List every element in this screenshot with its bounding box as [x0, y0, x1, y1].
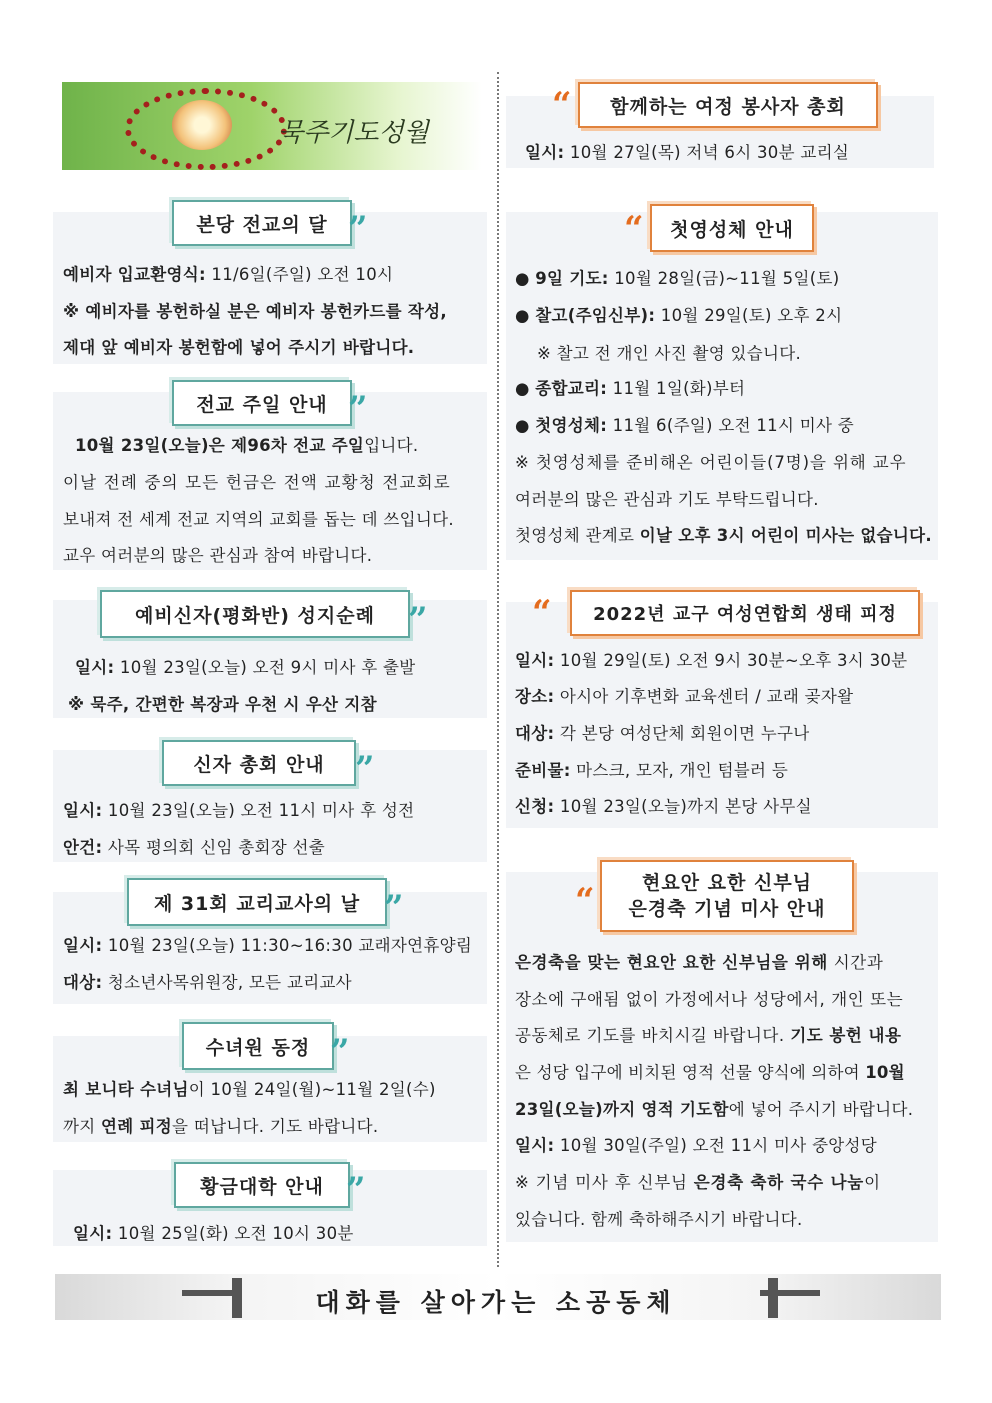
quote-icon: “ — [532, 593, 552, 633]
section-title: 첫영성체 안내 — [650, 204, 814, 252]
quote-icon: ” — [348, 209, 368, 249]
text-line: 신청: 10월 23일(오늘)까지 본당 사무실 — [515, 797, 812, 816]
text-line: ※ 묵주, 간편한 복장과 우천 시 우산 지참 — [68, 695, 377, 714]
text-line: 까지 연례 피정을 떠납니다. 기도 바랍니다. — [63, 1117, 379, 1136]
text-line: 대상: 청소년사목위원장, 모든 교리교사 — [63, 973, 352, 992]
text-line: 준비물: 마스크, 모자, 개인 텀블러 등 — [515, 761, 789, 780]
text-line: 일시: 10월 27일(목) 저녁 6시 30분 교리실 — [525, 143, 850, 162]
section-title: 제 31회 교리교사의 날 — [127, 878, 387, 926]
text-line: 최 보니타 수녀님이 10월 24일(월)~11월 2일(수) — [63, 1080, 436, 1099]
list-item: ● 9일 기도: 10월 28일(금)~11월 5일(토) — [515, 269, 840, 288]
text-line: 은 성당 입구에 비치된 영적 선물 양식에 의하여 10월 — [515, 1063, 905, 1082]
section-title: 본당 전교의 달 — [172, 200, 352, 246]
text-line: 장소: 아시아 기후변화 교육센터 / 교래 곶자왈 — [515, 687, 854, 706]
text-line: 첫영성체 관계로 이날 오후 3시 어린이 미사는 없습니다. — [515, 526, 932, 545]
section-title: 황금대학 안내 — [174, 1162, 350, 1208]
text-line: 대상: 각 본당 여성단체 회원이면 누구나 — [515, 724, 810, 743]
section-title: 수녀원 동정 — [182, 1022, 334, 1070]
text-line: 일시: 10월 23일(오늘) 11:30~16:30 교래자연휴양림 — [63, 936, 473, 955]
list-item: ● 찰고(주임신부): 10월 29일(토) 오후 2시 — [515, 306, 843, 325]
text-line: ※ 첫영성체를 준비해온 어린이들(7명)을 위해 교우 — [515, 453, 907, 472]
section-title-line1: 현요안 요한 신부님 — [641, 872, 813, 894]
section-title: 함께하는 여정 봉사자 총회 — [578, 82, 878, 128]
text-line: 10월 23일(오늘)은 제96차 전교 주일입니다. — [75, 436, 419, 455]
quote-icon: ” — [384, 888, 404, 928]
candle-image — [172, 100, 232, 150]
section-title: 전교 주일 안내 — [172, 380, 352, 426]
text-line: 안건: 사목 평의회 신임 총회장 선출 — [63, 838, 325, 857]
footer-slogan: 대화를 살아가는 소공동체 — [315, 1288, 677, 1317]
quote-icon: ” — [348, 389, 368, 429]
quote-icon: “ — [552, 85, 572, 125]
text-line: 일시: 10월 30일(주일) 오전 11시 미사 중앙성당 — [515, 1136, 878, 1155]
text-line: ※ 예비자를 봉헌하실 분은 예비자 봉헌카드를 작성, — [63, 302, 447, 321]
text-line: 교우 여러분의 많은 관심과 참여 바랍니다. — [63, 546, 373, 565]
text-line: 여러분의 많은 관심과 기도 부탁드립니다. — [515, 490, 819, 509]
text-line: ※ 기념 미사 후 신부님 은경축 축하 국수 나눔이 — [515, 1173, 881, 1192]
text-line: 장소에 구애됨 없이 가정에서나 성당에서, 개인 또는 — [515, 990, 904, 1009]
quote-icon: ” — [330, 1032, 350, 1072]
banner-title: 묵주기도성월 — [278, 118, 429, 148]
section-title-line2: 은경축 기념 미사 안내 — [628, 898, 826, 920]
text-line: 제대 앞 예비자 봉헌함에 넣어 주시기 바랍니다. — [63, 338, 415, 357]
text-line: 일시: 10월 23일(오늘) 오전 11시 미사 후 성전 — [63, 801, 415, 820]
text-line: 예비자 입교환영식: 11/6일(주일) 오전 10시 — [63, 265, 394, 284]
text-line: 보내져 전 세계 전교 지역의 교회를 돕는 데 쓰입니다. — [63, 510, 454, 529]
quote-icon: “ — [575, 881, 595, 921]
list-item: ● 첫영성체: 11월 6(주일) 오전 11시 미사 중 — [515, 416, 854, 435]
text-line: 일시: 10월 25일(화) 오전 10시 30분 — [73, 1224, 354, 1243]
section-title: 예비신자(평화반) 성지순례 — [100, 590, 410, 638]
section-title: 신자 총회 안내 — [162, 740, 356, 786]
text-line: 일시: 10월 29일(토) 오전 9시 30분~오후 3시 30분 — [515, 651, 908, 670]
quote-icon: “ — [624, 209, 644, 249]
section-title — [600, 860, 854, 932]
section-title: 2022년 교구 여성연합회 생태 피정 — [570, 590, 920, 636]
text-line: 23일(오늘)까지 영적 기도함에 넣어 주시기 바랍니다. — [515, 1100, 914, 1119]
column-divider — [497, 72, 499, 1267]
text-line: ※ 찰고 전 개인 사진 촬영 있습니다. — [537, 344, 802, 363]
quote-icon: ” — [346, 1170, 366, 1210]
text-line: 공동체로 기도를 바치시길 바랍니다. 기도 봉헌 내용 — [515, 1026, 902, 1045]
text-line: 일시: 10월 23일(오늘) 오전 9시 미사 후 출발 — [75, 658, 416, 677]
text-line: 있습니다. 함께 축하해주시기 바랍니다. — [515, 1210, 803, 1229]
quote-icon: ” — [408, 600, 428, 640]
quote-icon: ” — [355, 749, 375, 789]
list-item: ● 종합교리: 11월 1일(화)부터 — [515, 379, 746, 398]
text-line: 이날 전례 중의 모든 헌금은 전액 교황청 전교회로 — [63, 473, 451, 492]
text-line: 은경축을 맞는 현요안 요한 신부님을 위해 시간과 — [515, 953, 884, 972]
